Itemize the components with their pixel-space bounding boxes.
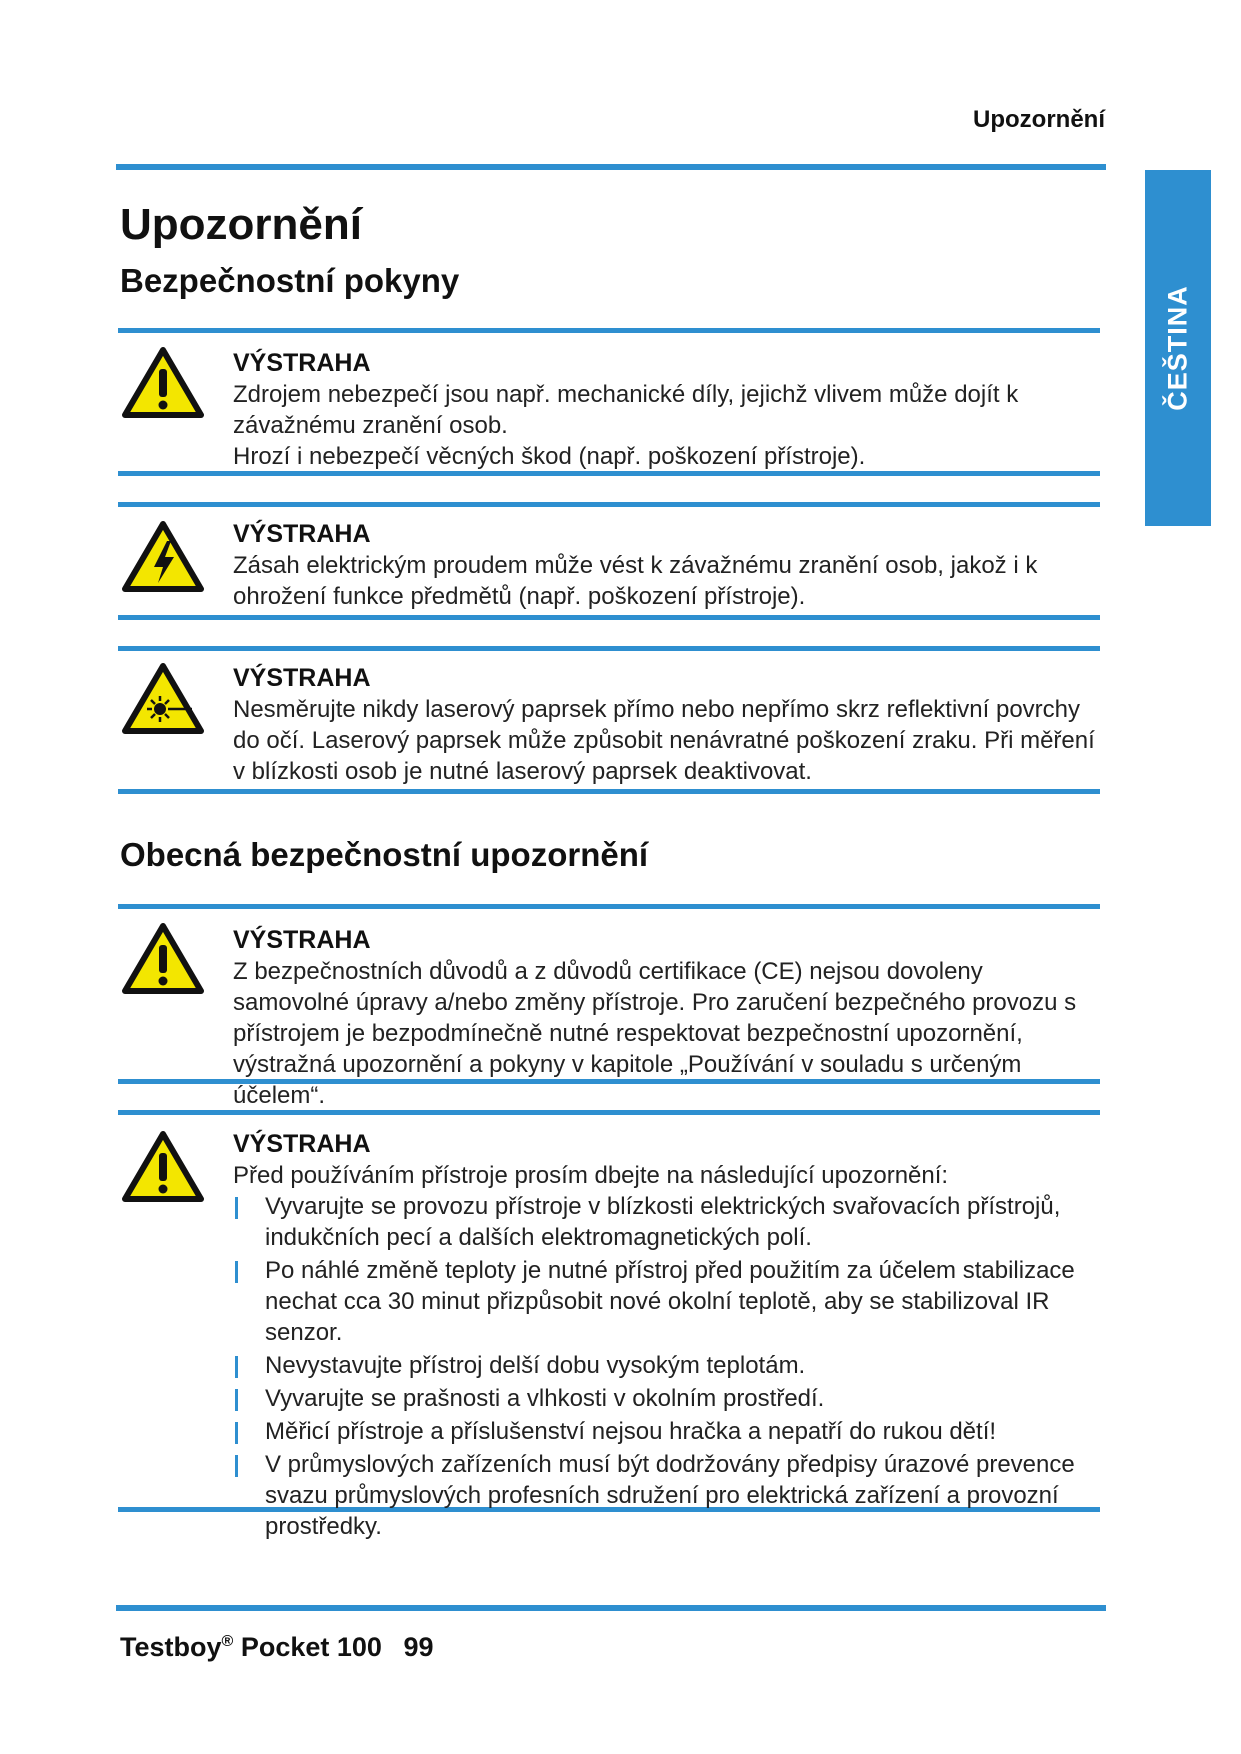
warning-box bbox=[118, 502, 1100, 620]
warning-bullet-list bbox=[233, 1191, 1100, 1542]
language-tab-label: ČEŠTINA bbox=[1162, 285, 1193, 411]
laser-warning-icon bbox=[122, 663, 204, 735]
section-title-general: Obecná bezpečnostní upozornění bbox=[120, 836, 649, 873]
warning-box bbox=[118, 904, 1100, 1109]
language-tab bbox=[1145, 170, 1211, 526]
warning-text: Zdrojem nebezpečí jsou např. mechanické díly, jejichž vlivem může dojít k závažnému zranění osob. bbox=[233, 381, 1019, 439]
warning-title: VÝSTRAHA bbox=[233, 349, 371, 377]
warning-title: VÝSTRAHA bbox=[233, 1130, 371, 1158]
warning-title: VÝSTRAHA bbox=[233, 520, 371, 548]
general-warning-icon bbox=[122, 1131, 204, 1203]
warning-text: Zásah elektrickým proudem může vést k závažnému zranění osob, jakož i k ohrožení funkce předmětů (např. poškození přístroje). bbox=[233, 552, 1038, 610]
general-warning-icon bbox=[122, 923, 204, 995]
footer-rule bbox=[116, 1605, 1106, 1611]
header-rule bbox=[116, 164, 1106, 170]
footer bbox=[120, 1632, 433, 1663]
warning-text: Hrozí i nebezpečí věcných škod (např. poškození přístroje). bbox=[233, 443, 866, 470]
warning-box bbox=[118, 646, 1100, 794]
warning-box bbox=[118, 328, 1100, 476]
page-title: Upozornění bbox=[120, 200, 362, 249]
list-item: Nevystavujte přístroj delší dobu vysokým teplotám. bbox=[233, 1350, 1100, 1381]
warning-title: VÝSTRAHA bbox=[233, 664, 371, 692]
list-item: Vyvarujte se prašnosti a vlhkosti v okolním prostředí. bbox=[233, 1383, 1100, 1414]
list-item: V průmyslových zařízeních musí být dodržovány předpisy úrazové prevence svazu průmyslových profesních sdružení pro elektrická zařízení a provozní prostředky. bbox=[233, 1449, 1100, 1542]
general-warning-icon bbox=[122, 347, 204, 419]
warning-title: VÝSTRAHA bbox=[233, 926, 371, 954]
warning-intro: Před používáním přístroje prosím dbejte na následující upozornění: bbox=[233, 1162, 949, 1189]
page-number: 99 bbox=[403, 1632, 434, 1662]
footer-brand: Testboy bbox=[120, 1632, 222, 1662]
warning-box bbox=[118, 1110, 1100, 1540]
list-item: Měřicí přístroje a příslušenství nejsou hračka a nepatří do rukou dětí! bbox=[233, 1416, 1100, 1447]
warning-text: Z bezpečnostních důvodů a z důvodů certifikace (CE) nejsou dovoleny samovolné úpravy a/nebo změny přístroje. Pro zaručení bezpečného provozu s přístrojem je bezpodmínečně nutné respektovat bezpečnostní upozornění, výstražná upozornění a pokyny v kapitole „Používání v souladu s určeným účelem“. bbox=[233, 958, 1077, 1109]
footer-model: Pocket 100 bbox=[240, 1632, 382, 1662]
running-header: Upozornění bbox=[973, 106, 1105, 133]
list-item: Po náhlé změně teploty je nutné přístroj před použitím za účelem stabilizace nechat cca 30 minut přizpůsobit nové okolní teplotě, aby se stabilizoval IR senzor. bbox=[233, 1255, 1100, 1348]
electric-shock-icon bbox=[122, 521, 204, 593]
list-item: Vyvarujte se provozu přístroje v blízkosti elektrických svařovacích přístrojů, indukčních pecí a dalších elektromagnetických polí. bbox=[233, 1191, 1100, 1253]
warning-text: Nesměrujte nikdy laserový paprsek přímo nebo nepřímo skrz reflektivní povrchy do očí. Laserový paprsek může způsobit nenávratné poškození zraku. Při měření v blízkosti osob je nutné laserový paprsek deaktivovat. bbox=[233, 696, 1095, 785]
trademark-mark: ® bbox=[221, 1633, 234, 1650]
section-title-safety: Bezpečnostní pokyny bbox=[120, 262, 460, 299]
